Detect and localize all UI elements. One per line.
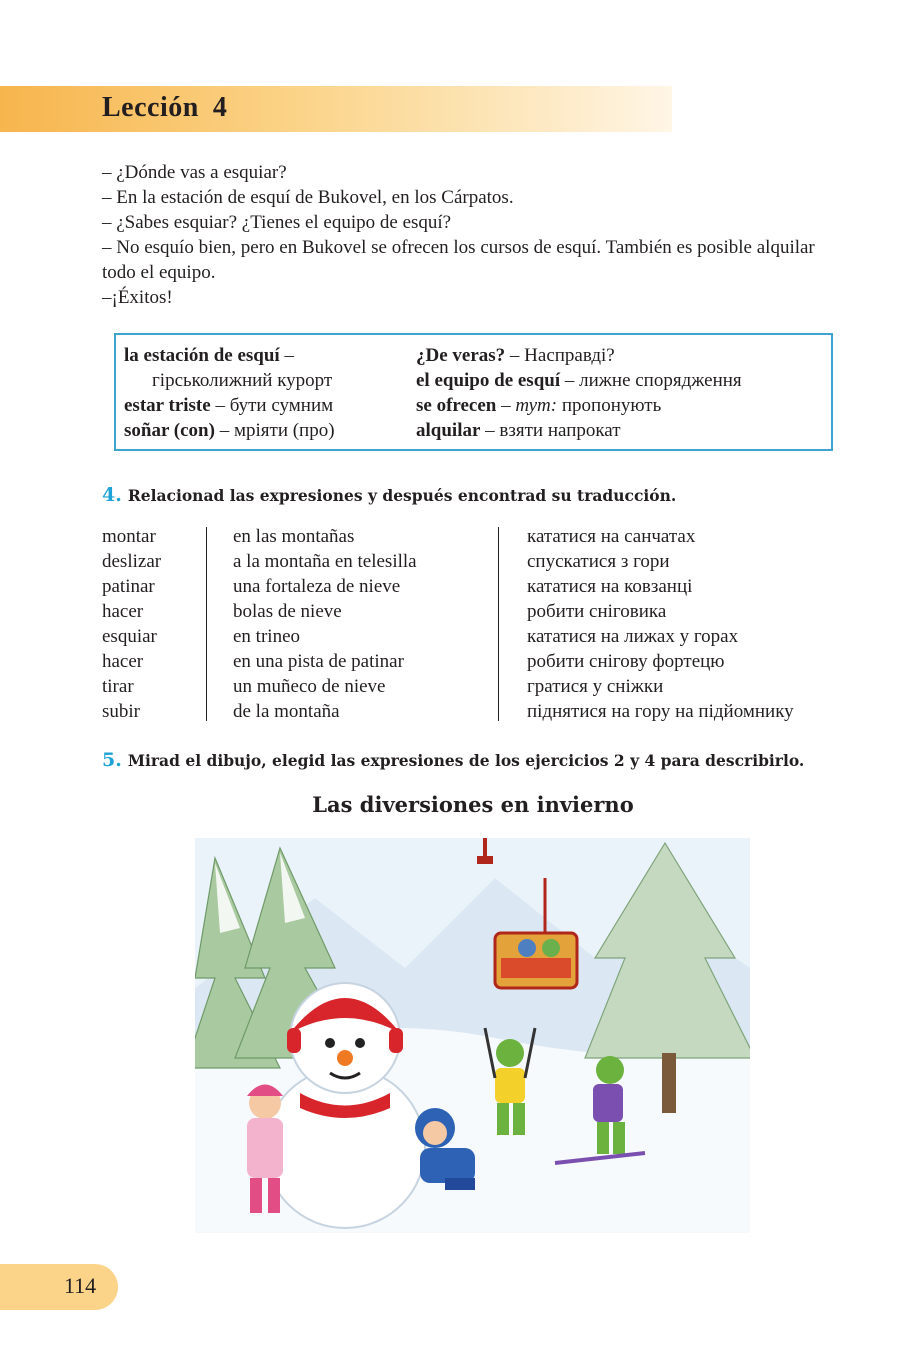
vocab-sep: – [505,345,525,366]
vocab-term: se ofrecen [416,395,497,416]
translation-item: робити снігову фортецю [527,651,725,672]
column-divider [206,527,207,721]
picture-title: Las diversiones en invierno [312,792,634,817]
vocab-term: soñar (con) [124,420,215,441]
vocab-sep: – [210,395,230,416]
vocab-translation: мріяти (про) [233,420,335,441]
verb-item: hacer [102,601,144,622]
exercise-5-title [102,749,804,771]
lesson-header-band [0,86,672,132]
vocab-sep: – [560,370,580,391]
dialog-line: – En la estación de esquí de Bukovel, en los Cárpatos. [102,187,514,208]
vocab-translation: Насправді? [524,345,615,366]
exercise-5-instruction: Mirad el dibujo, elegid las expresiones de los ejercicios 2 y 4 para describirlo. [127,751,805,770]
vocabulary-left-column [124,343,414,443]
verb-item: tirar [102,676,134,697]
vocab-term: el equipo de esquí [416,370,561,391]
dialog [102,160,850,310]
vocab-translation: лижне спорядження [579,370,742,391]
dialog-line: – ¿Dónde vas a esquiar? [102,162,287,183]
dialog-line: –¡Éxitos! [102,287,173,308]
winter-fun-illustration [195,838,750,1233]
vocab-entry [416,418,831,443]
complement-item: de la montaña [233,701,340,722]
complement-item: a la montaña en telesilla [233,551,417,572]
vocab-note: тут: [515,395,558,416]
vocab-entry [124,343,414,368]
translation-item: піднятися на гору на підйомнику [527,701,794,722]
vocab-translation: взяти напрокат [499,420,621,441]
vocab-sep: – [480,420,500,441]
complements-column [233,524,417,724]
vocab-translation: бути сумним [229,395,334,416]
vocab-translation: гірськолижний курорт [152,370,333,391]
verb-item: esquiar [102,626,157,647]
dialog-line: – ¿Sabes esquiar? ¿Tienes el equipo de esquí? [102,212,452,233]
translation-item: спускатися з гори [527,551,670,572]
complement-item: en trineo [233,626,301,647]
vocab-entry [416,368,831,393]
vocab-term: ¿De veras? [416,345,506,366]
vocab-term: la estación de esquí [124,345,280,366]
page-number-tab [0,1264,118,1310]
verb-item: hacer [102,651,144,672]
vocabulary-box [114,333,833,451]
translation-item: робити сніговика [527,601,667,622]
vocab-term: estar triste [124,395,211,416]
vocab-entry [124,368,414,393]
vocab-sep: – [496,395,516,416]
complement-item: un muñeco de nieve [233,676,386,697]
exercise-5-number: 5. [102,749,122,771]
vocab-translation: пропонують [557,395,662,416]
column-divider [498,527,499,721]
vocab-term: alquilar [416,420,481,441]
verb-item: patinar [102,576,155,597]
complement-item: en una pista de patinar [233,651,404,672]
complement-item: una fortaleza de nieve [233,576,401,597]
verbs-column [102,524,161,724]
page-number: 114 [64,1273,97,1298]
translations-column [527,524,794,724]
verb-item: montar [102,526,156,547]
vocab-entry [124,418,414,443]
complement-item: en las montañas [233,526,355,547]
lesson-number: 4 [212,92,228,123]
verb-item: deslizar [102,551,162,572]
dialog-line: – No esquío bien, pero en Bukovel se ofrecen los cursos de esquí. También es posible alquilar todo el equipo. [102,237,815,283]
exercise-4-instruction: Relacionad las expresiones y después encontrad su traducción. [127,486,677,505]
translation-item: кататися на ковзанці [527,576,693,597]
translation-item: кататися на лижах у горах [527,626,739,647]
translation-item: кататися на санчатах [527,526,696,547]
lesson-word: Lección [102,92,199,123]
verb-item: subir [102,701,140,722]
lesson-title [102,92,227,124]
vocab-entry [124,393,414,418]
exercise-4-title [102,484,676,506]
exercise-4-number: 4. [102,484,122,506]
vocab-entry [416,343,831,368]
vocab-entry [416,393,831,418]
vocabulary-right-column [416,343,831,443]
vocab-sep: – [279,345,294,366]
vocab-sep: – [214,420,234,441]
complement-item: bolas de nieve [233,601,342,622]
translation-item: гратися у сніжки [527,676,664,697]
